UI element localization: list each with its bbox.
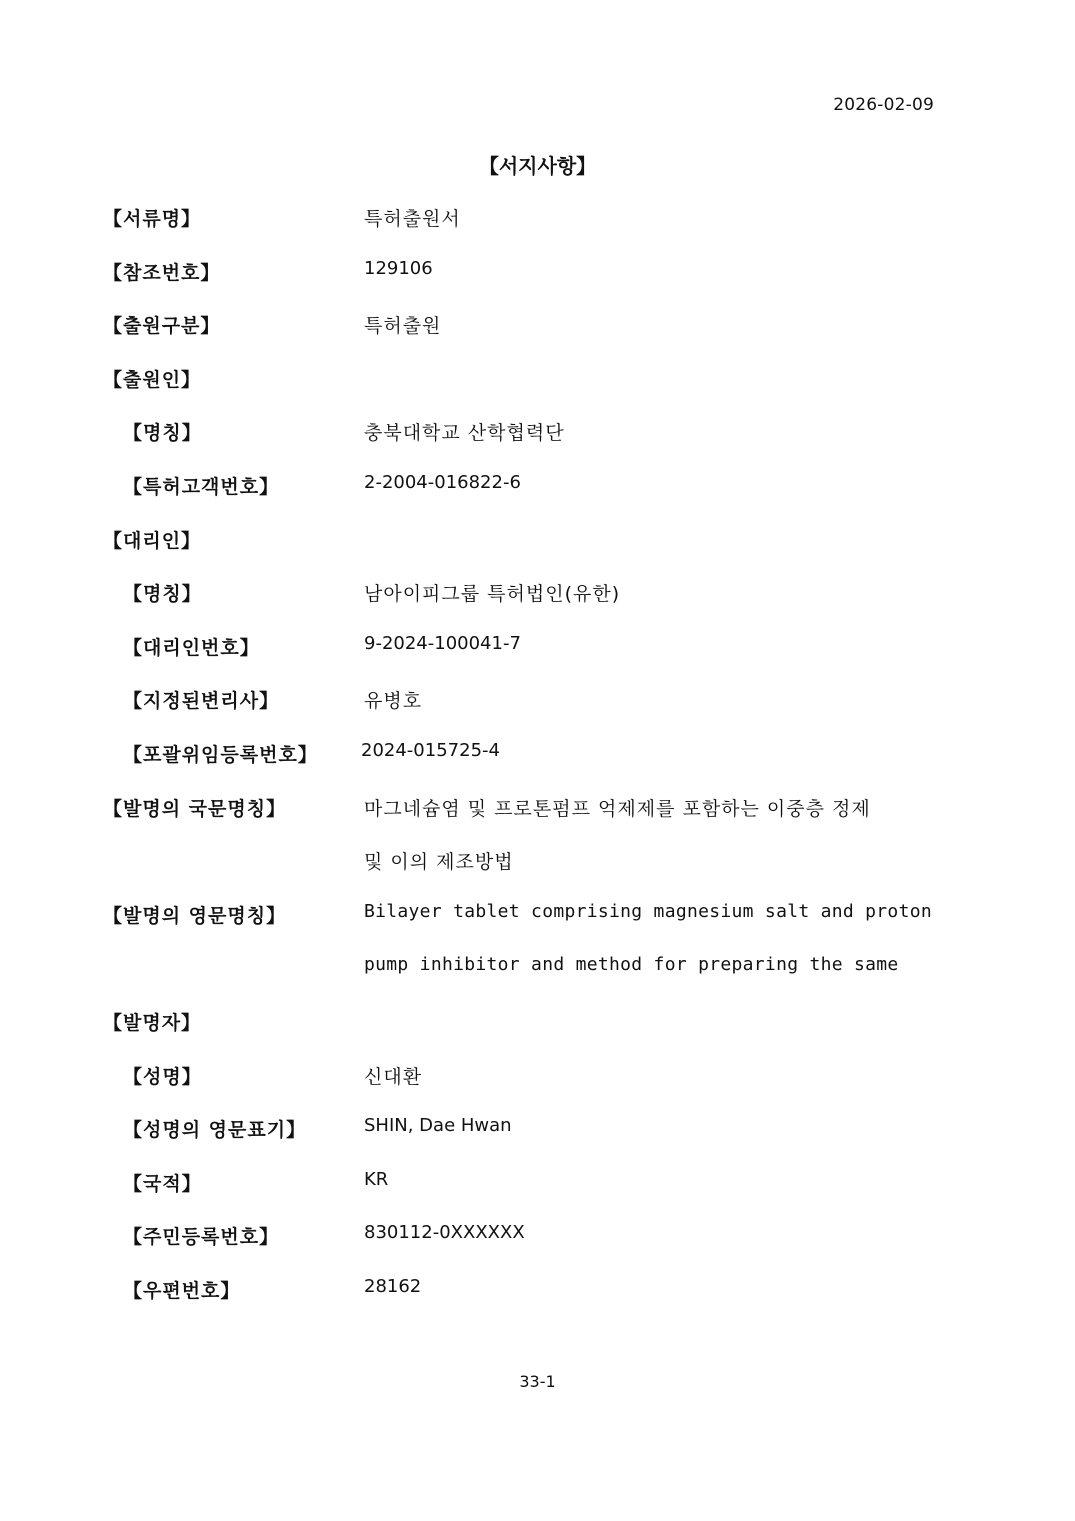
field-agent-number xyxy=(0,633,1075,687)
field-value: 2-2004-016822-6 xyxy=(364,471,521,493)
field-value: 129106 xyxy=(364,257,433,279)
field-label: 【국적】 xyxy=(123,1172,202,1195)
section-label: 【대리인】 xyxy=(103,529,202,552)
field-value-continued: 및 이의 제조방법 xyxy=(364,851,514,874)
field-label: 【우편번호】 xyxy=(123,1279,241,1302)
bibliographic-fields xyxy=(0,204,1075,1329)
field-label: 【명칭】 xyxy=(123,422,202,445)
section-inventor xyxy=(0,1008,1075,1062)
field-value: 특허출원서 xyxy=(364,208,461,230)
field-resident-registration-number xyxy=(0,1222,1075,1276)
field-application-type xyxy=(0,311,1075,365)
field-label: 【포괄위임등록번호】 xyxy=(123,743,318,766)
field-value: 신대환 xyxy=(364,1065,423,1088)
field-designated-attorney xyxy=(0,686,1075,740)
field-applicant-customer-number xyxy=(0,472,1075,526)
section-label: 【출원인】 xyxy=(103,368,202,391)
field-label: 【성명】 xyxy=(123,1065,202,1088)
field-value: 2024-015725-4 xyxy=(361,739,500,761)
field-inventor-name xyxy=(0,1062,1075,1116)
field-power-of-attorney-number xyxy=(0,740,1075,794)
field-title-korean xyxy=(0,794,1075,901)
field-value-continued: pump inhibitor and method for preparing the same xyxy=(364,954,899,976)
field-label: 【지정된변리사】 xyxy=(123,690,280,713)
field-label: 【대리인번호】 xyxy=(123,636,260,659)
field-label: 【성명의 영문표기】 xyxy=(123,1119,307,1142)
field-label: 【주민등록번호】 xyxy=(123,1226,280,1249)
field-postal-code xyxy=(0,1276,1075,1330)
field-value: 남아이피그룹 특허법인(유한) xyxy=(364,583,621,606)
section-agent xyxy=(0,526,1075,580)
field-value: 마그네슘염 및 프로톤펌프 억제제를 포함하는 이중층 정제 xyxy=(364,797,871,820)
field-title-english xyxy=(0,901,1075,1008)
field-value: Bilayer tablet comprising magnesium salt and proton xyxy=(364,900,932,922)
section-label: 【발명자】 xyxy=(103,1011,202,1034)
field-label: 【발명의 국문명칭】 xyxy=(103,797,287,820)
section-applicant xyxy=(0,365,1075,419)
page-number: 33-1 xyxy=(519,1372,556,1391)
field-reference-number xyxy=(0,258,1075,312)
field-value: 9-2024-100041-7 xyxy=(364,632,521,654)
field-label: 【발명의 영문명칭】 xyxy=(103,904,287,927)
field-label: 【서류명】 xyxy=(103,208,202,230)
field-applicant-name xyxy=(0,418,1075,472)
document-date: 2026-02-09 xyxy=(833,95,934,115)
field-label: 【참조번호】 xyxy=(103,261,221,284)
field-value: 유병호 xyxy=(364,690,423,713)
field-value: SHIN, Dae Hwan xyxy=(364,1115,512,1137)
field-value: 28162 xyxy=(364,1275,422,1297)
field-agent-name xyxy=(0,579,1075,633)
field-nationality xyxy=(0,1169,1075,1223)
field-label: 【출원구분】 xyxy=(103,315,221,338)
document-title: 【서지사항】 xyxy=(478,154,597,178)
field-label: 【명칭】 xyxy=(123,583,202,606)
field-document-name xyxy=(0,204,1075,258)
field-inventor-english-name xyxy=(0,1115,1075,1169)
field-value: 830112-0XXXXXX xyxy=(364,1222,525,1244)
field-value: 충북대학교 산학협력단 xyxy=(364,422,565,445)
field-value: 특허출원 xyxy=(364,315,442,338)
field-label: 【특허고객번호】 xyxy=(123,475,280,498)
field-value: KR xyxy=(364,1168,389,1190)
